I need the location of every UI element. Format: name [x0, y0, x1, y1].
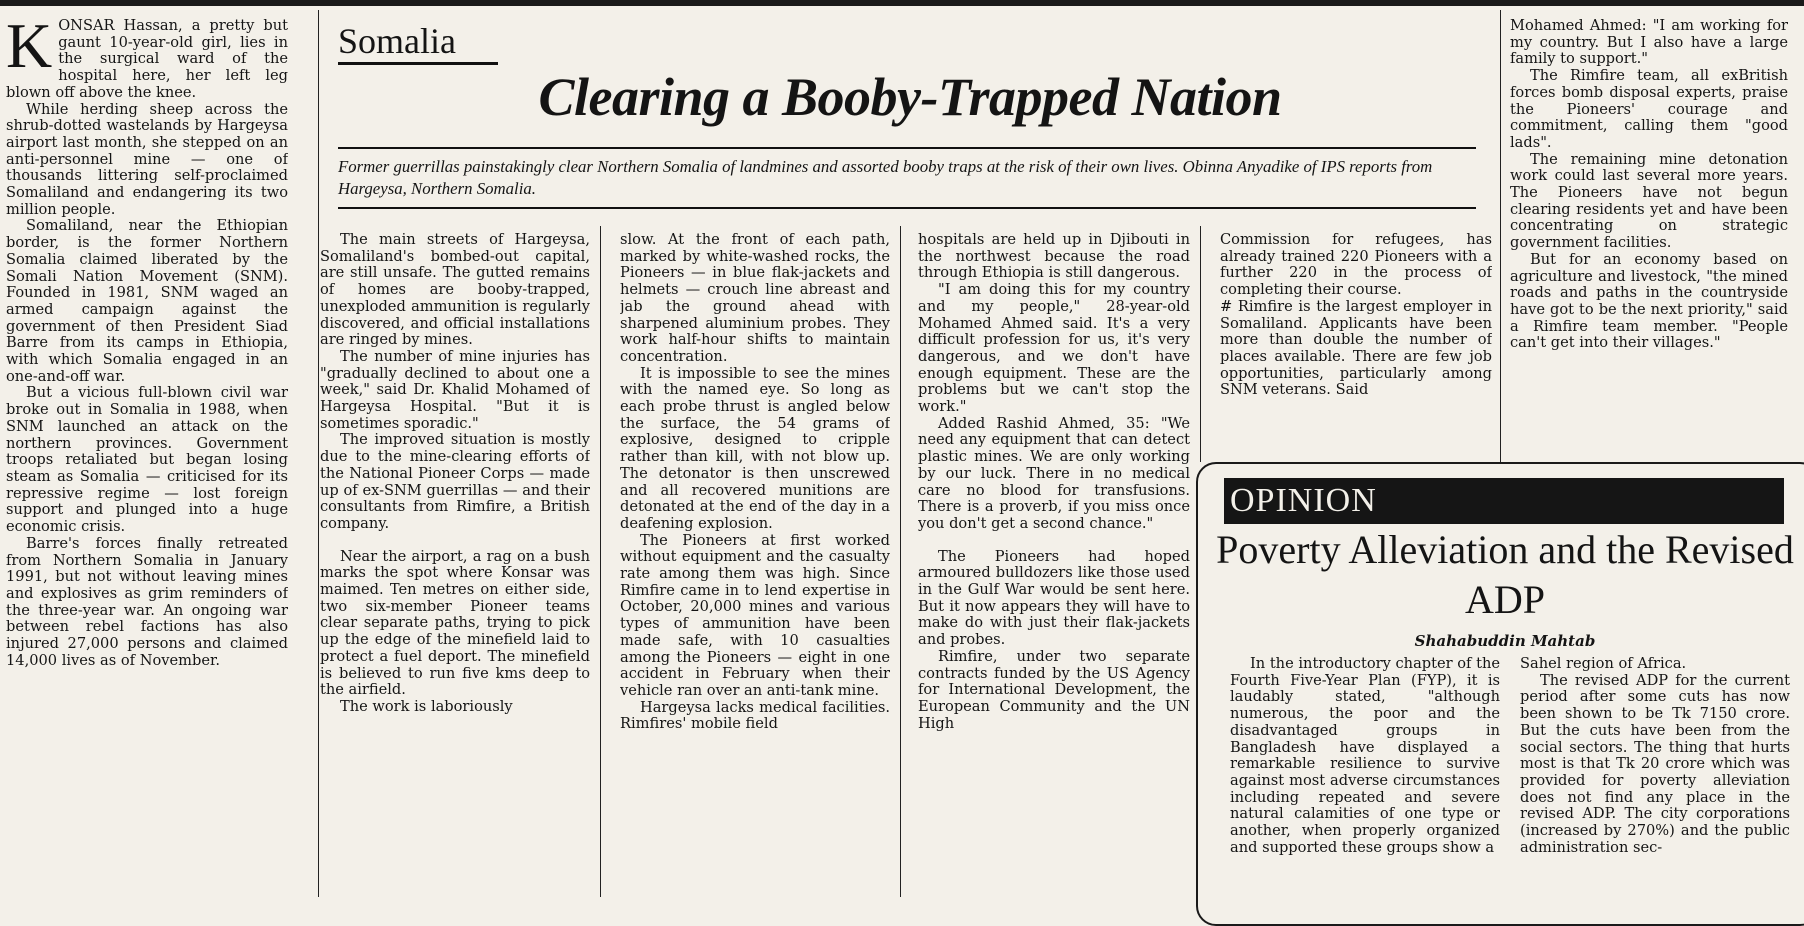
opinion-column-1 — [1230, 656, 1500, 897]
article-paragraph: Somaliland, near the Ethiopian border, is the former Northern Somalia claimed liberated by the Somali Nation Movement (SNM). Founded in 1981, SNM waged an armed campaign against the government of then President Siad Barre from its camps in Ethiopia, with which Somalia engaged in an one-and-off war. — [6, 217, 288, 385]
article-paragraph: The number of mine injuries has "gradually declined to about one a week," said Dr. Khalid Mohamed of Hargeysa Hospital. "But it is sometimes sporadic." — [320, 347, 590, 432]
article-paragraph: Mohamed Ahmed: "I am working for my country. But I also have a large family to support." — [1510, 18, 1788, 68]
article-column-3 — [620, 232, 890, 897]
article-paragraph: Sahel region of Africa. — [1520, 656, 1687, 672]
article-paragraph: The revised ADP for the current period after some cuts has now been shown to be Tk 7150 crore. But the cuts have been from the social sectors. The thing that hurts most is that Tk 20 crore which was provided for poverty alleviation does not find any place in the revised ADP. The city corporations (increased by 270%) and the public administration sec- — [1520, 671, 1790, 856]
article-column-6 — [1510, 18, 1788, 458]
article-paragraph: Added Rashid Ahmed, 35: "We need any equipment that can detect plastic mines. We are only working by our luck. There in no medical care no blood for transfusions. There is a proverb, if you miss once you don't get a second chance." — [918, 414, 1190, 532]
article-column-2 — [320, 232, 590, 897]
lead-paragraph: KONSAR Hassan, a pretty but gaunt 10-year-old girl, lies in the surgical ward of the hospital here, her left leg blown off above the knee. — [6, 18, 288, 101]
article-column-4 — [918, 232, 1190, 897]
column-rule — [1200, 226, 1201, 462]
opinion-column-2 — [1520, 656, 1790, 897]
article-paragraph: The Pioneers had hoped armoured bulldozers like those used in the Gulf War would be sent here. But it now appears they will have to make do with just their flak-jackets and probes. — [918, 547, 1190, 649]
column-rule — [600, 226, 601, 897]
article-paragraph: It is impossible to see the mines with the named eye. So long as each probe thrust is angled below the surface, the 54 grams of explosive, designed to cripple rather than kill, with not blow up. The detonator is then unscrewed and all recovered munitions are detonated at the end of the day in a deafening explosion. — [620, 364, 890, 532]
article-paragraph: slow. At the front of each path, marked by white-washed rocks, the Pioneers — in blue flak-jackets and helmets — crouch line abreast and jab the ground ahead with sharpened aluminium probes. They work half-hour shifts to maintain concentration. — [620, 232, 890, 365]
opinion-title: Poverty Alleviation and the Revised ADP — [1216, 527, 1794, 622]
article-paragraph: The remaining mine detonation work could last several more years. The Pioneers have not begun clearing residents yet and have been concentrating on strategic government facilities. — [1510, 150, 1788, 252]
column-rule — [900, 226, 901, 897]
opinion-byline: Shahabuddin Mahtab — [1414, 632, 1596, 650]
article-paragraph: The Pioneers at first worked without equipment and the casualty rate among them was high. Since Rimfire came in to lend expertise in October, 20,000 mines and various types of ammunition have been made safe, with 10 casualties among the Pioneers — eight in one accident in February when their vehicle ran over an anti-tank mine. — [620, 531, 890, 699]
article-paragraph: Rimfire, under two separate contracts funded by the US Agency for International Development, the European Community and the UN High — [918, 647, 1190, 732]
article-paragraph: The improved situation is mostly due to the mine-clearing efforts of the National Pioneer Corps — made up of ex-SNM guerrillas — and their consultants from Rimfire, a British company. — [320, 431, 590, 532]
article-column-1 — [6, 18, 288, 897]
deck-subheading: Former guerrillas painstakingly clear Northern Somalia of landmines and assorted booby traps at the risk of their own lives. Obinna Anyadike of IPS reports from Hargeysa, Northern Somalia. — [338, 157, 1433, 198]
article-paragraph: In the introductory chapter of the Fourth Five-Year Plan (FYP), it is laudably stated, "although numerous, the poor and the disadvantaged groups in Bangladesh have displayed a remarkable resilience to survive against most adverse circumstances including repeated and severe natural calamities of one type or another, when properly organized and supported these groups show a — [1230, 656, 1500, 856]
article-paragraph: Barre's forces finally retreated from Northern Somalia in January 1991, but not without leaving mines and explosives as grim reminders of the three-year war. An ongoing war between rebel factions has also injured 27,000 persons and claimed 14,000 lives as of November. — [6, 534, 288, 669]
deck-rule-bottom — [338, 207, 1476, 209]
article-paragraph: Near the airport, a rag on a bush marks the spot where Konsar was maimed. Ten metres on either side, two six-member Pioneer teams clear separate paths, trying to pick up the edge of the minefield laid to protect a fuel deport. The minefield is believed to run five kms deep to the airfield. — [320, 547, 590, 699]
article-paragraph: Commission for refugees, has already trained 220 Pioneers with a further 220 in the process of completing their course. — [1220, 232, 1492, 299]
column-rule — [1500, 10, 1501, 462]
deck-rule-top — [338, 147, 1476, 149]
article-paragraph: But a vicious full-blown civil war broke out in Somalia in 1988, when SNM launched an attack on the northern provinces. Government troops retaliated but began losing steam as Somalia — criticised for its repressive regime — lost foreign support and plunged into a huge economic crisis. — [6, 384, 288, 536]
article-paragraph: The main streets of Hargeysa, Somaliland's bombed-out capital, are still unsafe. The gutted remains of homes are booby-trapped, unexploded ammunition is regularly discovered, and official installations are ringed by mines. — [320, 232, 590, 349]
article-paragraph: The work is laboriously — [340, 697, 513, 715]
article-paragraph: # Rimfire is the largest employer in Somaliland. Applicants have been more than double the number of places available. There are few job opportunities, particularly among SNM veterans. Said — [1220, 297, 1492, 399]
top-border — [0, 0, 1804, 6]
article-paragraph: hospitals are held up in Djibouti in the northwest because the road through Ethiopia is still dangerous. — [918, 232, 1190, 282]
article-paragraph: Hargeysa lacks medical facilities. Rimfires' mobile field — [620, 698, 890, 733]
headline: Clearing a Booby-Trapped Nation — [538, 67, 1282, 127]
drop-cap: K — [6, 18, 53, 81]
article-paragraph: The Rimfire team, all exBritish forces bomb disposal experts, praise the Pioneers' courage and commitment, calling them "good lads". — [1510, 67, 1788, 151]
article-paragraph: "I am doing this for my country and my people," 28-year-old Mohamed Ahmed said. It's a very difficult profession for us, it's very dangerous, and we don't have enough equipment. These are the problems but we can't stop the work." — [918, 281, 1190, 416]
article-column-5 — [1220, 232, 1492, 458]
section-kicker: Somalia — [338, 21, 456, 61]
opinion-label: OPINION — [1224, 478, 1784, 524]
article-paragraph: But for an economy based on agriculture and livestock, "the mined roads and paths in the countryside have got to be the next priority," said a Rimfire team member. "People can't get into their villages." — [1510, 250, 1788, 352]
kicker-underline — [338, 62, 498, 65]
article-paragraph: While herding sheep across the shrub-dotted wastelands by Hargeysa airport last month, she stepped on an anti-personnel mine — one of thousands littering self-proclaimed Somaliland and endangering its two million people. — [6, 100, 288, 218]
column-rule — [318, 10, 319, 897]
